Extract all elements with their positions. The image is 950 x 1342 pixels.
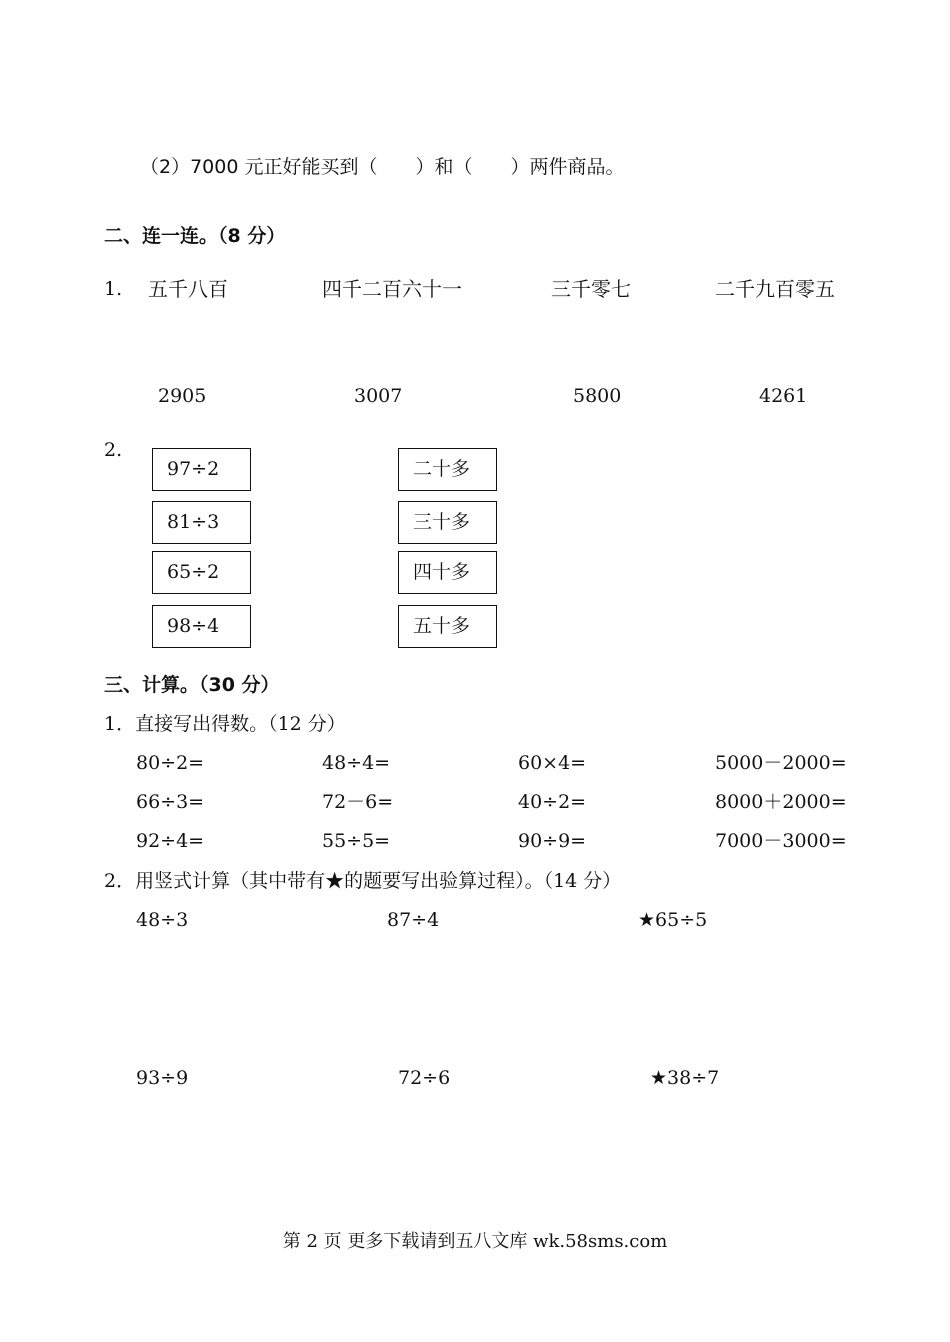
q2-number: 2. <box>104 439 123 461</box>
q1-numeral: 2905 <box>158 385 207 407</box>
vertical-calc-item: 48÷3 <box>136 909 189 931</box>
top-question-line: （2）7000 元正好能买到（ ）和（ ）两件商品。 <box>140 156 625 178</box>
mental-calc-item: 40÷2= <box>518 791 587 813</box>
q1-word: 三千零七 <box>551 277 631 301</box>
mental-calc-item: 48÷4= <box>322 752 391 774</box>
q1-numeral: 4261 <box>759 385 808 407</box>
mental-calc-item: 7000－3000= <box>715 830 847 852</box>
mental-calc-item: 8000＋2000= <box>715 791 847 813</box>
mental-calc-item: 80÷2= <box>136 752 205 774</box>
right-estimate-box: 二十多 <box>398 448 497 491</box>
page-footer: 第 2 页 更多下载请到五八文库 wk.58sms.com <box>282 1231 668 1252</box>
left-expression-box: 98÷4 <box>152 605 251 648</box>
vertical-calc-item: 87÷4 <box>387 909 440 931</box>
section3-title: 三、计算。（30 分） <box>104 674 280 696</box>
left-expression-box: 81÷3 <box>152 501 251 544</box>
left-expression-box: 65÷2 <box>152 551 251 594</box>
q1-number: 1. <box>104 278 123 300</box>
mental-calc-item: 60×4= <box>518 752 587 774</box>
section2-title: 二、连一连。（8 分） <box>104 225 286 247</box>
left-expression-box: 97÷2 <box>152 448 251 491</box>
mental-calc-item: 55÷5= <box>322 830 391 852</box>
q2-label: 2．用竖式计算（其中带有★的题要写出验算过程）。（14 分） <box>104 870 622 892</box>
q1-word: 二千九百零五 <box>715 277 835 301</box>
q1-word: 五千八百 <box>148 277 228 301</box>
mental-calc-item: 90÷9= <box>518 830 587 852</box>
right-estimate-box: 三十多 <box>398 501 497 544</box>
mental-calc-item: 72－6= <box>322 791 394 813</box>
vertical-calc-item: 93÷9 <box>136 1067 189 1089</box>
q1-numeral: 3007 <box>354 385 403 407</box>
mental-calc-item: 92÷4= <box>136 830 205 852</box>
q1-word: 四千二百六十一 <box>322 277 462 301</box>
q1-label: 1．直接写出得数。（12 分） <box>104 713 346 735</box>
vertical-calc-item: ★38÷7 <box>650 1067 720 1089</box>
right-estimate-box: 四十多 <box>398 551 497 594</box>
right-estimate-box: 五十多 <box>398 605 497 648</box>
vertical-calc-item: 72÷6 <box>398 1067 451 1089</box>
q1-numeral: 5800 <box>573 385 622 407</box>
mental-calc-item: 5000－2000= <box>715 752 847 774</box>
vertical-calc-item: ★65÷5 <box>638 909 708 931</box>
mental-calc-item: 66÷3= <box>136 791 205 813</box>
